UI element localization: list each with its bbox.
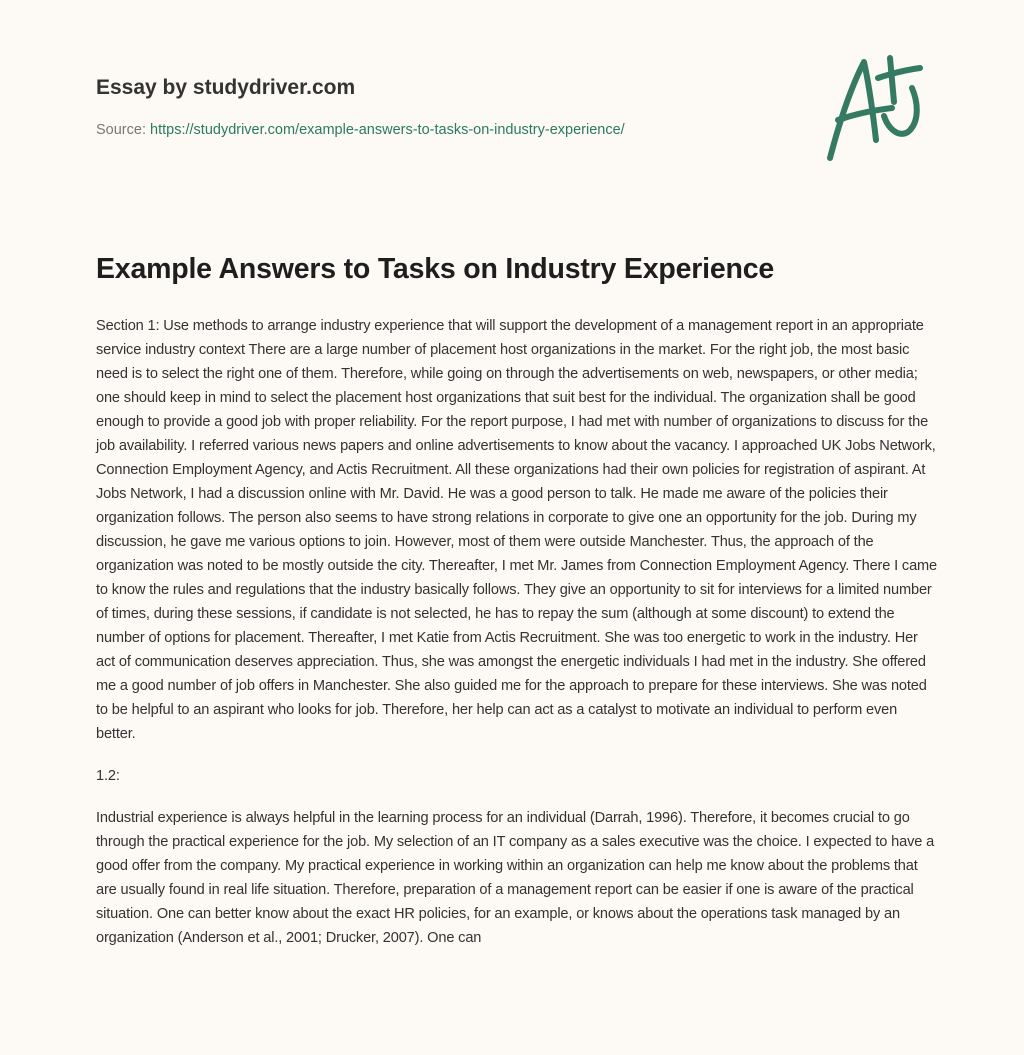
site-title: Essay by studydriver.com [96,76,356,99]
source-line [96,122,625,138]
article-title: Example Answers to Tasks on Industry Experience [96,253,775,285]
section-label: 1.2: [96,768,120,784]
page-header [96,76,625,138]
source-label: Source: [96,122,146,138]
a-plus-logo-icon [820,40,930,165]
paragraph: Industrial experience is always helpful in the learning process for an individual (Darrah, 1996). Therefore, it becomes crucial to go through the practical experience for the job. My selection of an IT company as a sales executive was the choice. I expected to have a good offer from the company. My practical experience in working within an organization can help me know about the problems that are usually found in real life situation. Therefore, preparation of a management report can be easier if one is aware of the practical situation. One can better know about the exact HR policies, for an example, or knows about the operations task managed by an organization (Anderson et al., 2001; Drucker, 2007). One can [96,810,935,946]
paragraph: Section 1: Use methods to arrange industry experience that will support the development of a management report in an appropriate service industry context There are a large number of placement host organizations in the market. For the right job, the most basic need is to select the right one of them. Therefore, while going on through the advertisements on web, newspapers, or other media; one should keep in mind to select the placement host organizations that suit best for the individual. The organization shall be good enough to provide a good job with proper reliability. For the report purpose, I had met with number of organizations to discuss for the job availability. I referred various news papers and online advertisements to know about the vacancy. I approached UK Jobs Network, Connection Employment Agency, and Actis Recruitment. All these organizations had their own policies for registration of aspirant. At Jobs Network, I had a discussion online with Mr. David. He was a good person to talk. He made me aware of the policies their organization follows. The person also seems to have strong relations in corporate to give one an opportunity for the job. During my discussion, he gave me various options to join. However, most of them were outside Manchester. Thus, the approach of the organization was noted to be mostly outside the city. Thereafter, I met Mr. James from Connection Employment Agency. There I came to know the rules and regulations that the industry basically follows. They give an opportunity to sit for interviews for a limited number of times, during these sessions, if candidate is not selected, he has to repay the sum (although at some discount) to extend the number of options for placement. Thereafter, I met Katie from Actis Recruitment. She was too energetic to work in the industry. Her act of communication deserves appreciation. Thus, she was amongst the energetic individuals I had met in the industry. She offered me a good number of job offers in Manchester. She also guided me for the approach to prepare for these interviews. She was noted to be helpful to an aspirant who looks for job. Therefore, her help can act as a catalyst to motivate an individual to perform even better. [96,318,938,742]
source-link[interactable]: https://studydriver.com/example-answers-to-tasks-on-industry-experience/ [150,122,625,138]
article-body [96,314,938,968]
